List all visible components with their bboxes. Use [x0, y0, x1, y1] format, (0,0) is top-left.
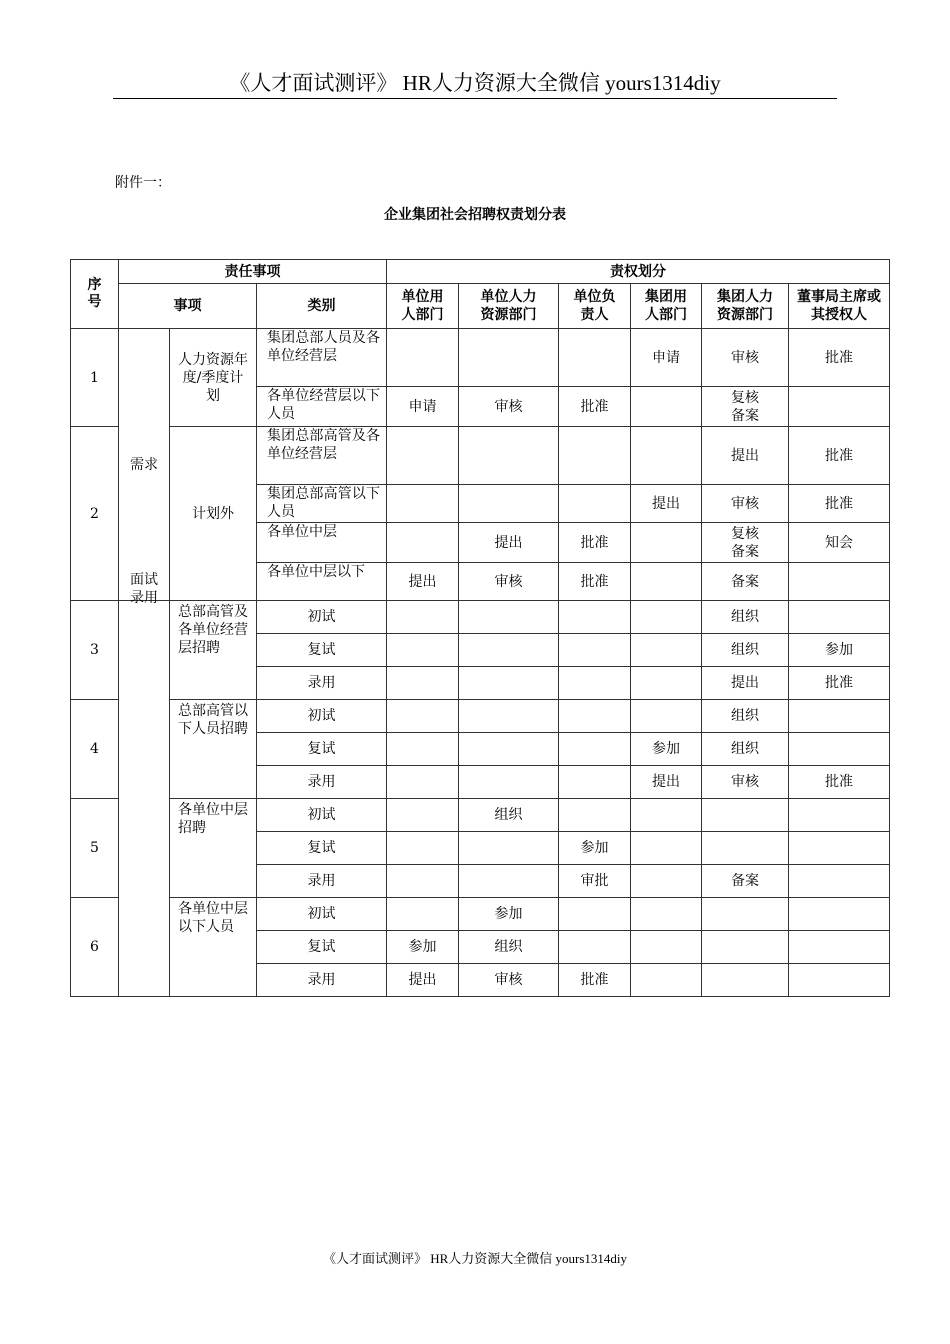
row-category — [257, 387, 387, 427]
cell-unit-hr — [459, 601, 559, 634]
cell-unit-hr: 组织 — [459, 931, 559, 964]
cell-group-dept — [631, 865, 702, 898]
cell-chairman: 批准 — [789, 427, 890, 485]
cell-unit-head: 审批 — [559, 865, 631, 898]
cell-chairman — [789, 832, 890, 865]
row-category: 复试 — [257, 931, 387, 964]
cell-group-hr: 审核 — [702, 329, 789, 387]
cell-unit-dept: 提出 — [387, 563, 459, 601]
item-label: 总部高管以下人员招聘 — [178, 703, 248, 737]
authority-table — [70, 259, 890, 997]
cell-unit-dept — [387, 766, 459, 799]
row-group — [119, 571, 170, 997]
cell-group-hr: 组织 — [702, 634, 789, 667]
row-item — [170, 898, 257, 997]
header-unit-head: 单位负责人 — [559, 284, 631, 329]
header-chairman: 董事局主席或其授权人 — [789, 284, 890, 329]
cell-unit-head — [559, 700, 631, 733]
cell-chairman: 参加 — [789, 634, 890, 667]
item-label: 总部高管及各单位经营层招聘 — [178, 604, 248, 656]
table-row — [71, 601, 890, 634]
row-seq: 1 — [71, 329, 119, 427]
row-item — [170, 700, 257, 799]
row-category: 录用 — [257, 667, 387, 700]
cell-unit-dept — [387, 799, 459, 832]
cell-unit-hr — [459, 634, 559, 667]
category-label: 集团总部高管及各单位经营层 — [267, 428, 380, 462]
header-item: 事项 — [119, 284, 257, 329]
cell-unit-dept — [387, 700, 459, 733]
item-label: 各单位中层招聘 — [178, 802, 248, 836]
header-unit-hr: 单位人力资源部门 — [459, 284, 559, 329]
row-category: 复试 — [257, 832, 387, 865]
table-row — [71, 700, 890, 733]
cell-group-dept: 提出 — [631, 485, 702, 523]
header-row-2 — [71, 284, 890, 329]
cell-group-dept — [631, 634, 702, 667]
row-category — [257, 485, 387, 523]
row-category: 初试 — [257, 700, 387, 733]
cell-group-hr: 审核 — [702, 766, 789, 799]
table-row — [71, 898, 890, 931]
cell-group-hr — [702, 523, 789, 563]
header-responsibility: 责任事项 — [119, 260, 387, 284]
cell-group-dept — [631, 964, 702, 997]
cell-unit-hr: 组织 — [459, 799, 559, 832]
header-row-1 — [71, 260, 890, 284]
row-seq: 4 — [71, 700, 119, 799]
cell-unit-head — [559, 427, 631, 485]
cell-unit-head: 批准 — [559, 523, 631, 563]
cell-group-dept: 申请 — [631, 329, 702, 387]
cell-unit-dept: 申请 — [387, 387, 459, 427]
header-authority: 责权划分 — [387, 260, 890, 284]
cell-unit-hr: 审核 — [459, 387, 559, 427]
cell-unit-hr — [459, 667, 559, 700]
cell-unit-head — [559, 601, 631, 634]
cell-unit-hr — [459, 832, 559, 865]
cell-chairman — [789, 799, 890, 832]
cell-group-hr-value: 复核备案 — [731, 389, 759, 424]
cell-group-hr: 组织 — [702, 733, 789, 766]
cell-unit-head — [559, 329, 631, 387]
cell-unit-dept — [387, 523, 459, 563]
row-category — [257, 427, 387, 485]
cell-unit-dept — [387, 865, 459, 898]
table-row — [71, 799, 890, 832]
row-category: 复试 — [257, 634, 387, 667]
group-label: 面试录用 — [130, 571, 158, 606]
category-label: 各单位中层以下 — [267, 564, 365, 580]
cell-group-hr: 提出 — [702, 427, 789, 485]
row-item — [170, 601, 257, 700]
category-label: 集团总部人员及各单位经营层 — [267, 330, 380, 364]
cell-group-hr: 提出 — [702, 667, 789, 700]
cell-chairman — [789, 700, 890, 733]
row-seq: 2 — [71, 427, 119, 601]
row-seq: 3 — [71, 601, 119, 700]
cell-unit-dept — [387, 427, 459, 485]
cell-group-hr — [702, 931, 789, 964]
item-label: 人力资源年度/季度计划 — [178, 351, 248, 404]
cell-chairman: 知会 — [789, 523, 890, 563]
group-label: 需求 — [130, 456, 158, 473]
cell-group-hr: 备案 — [702, 865, 789, 898]
cell-group-dept: 参加 — [631, 733, 702, 766]
cell-unit-hr — [459, 865, 559, 898]
table-row — [71, 329, 890, 387]
cell-unit-hr — [459, 485, 559, 523]
cell-group-dept — [631, 427, 702, 485]
cell-unit-hr — [459, 700, 559, 733]
page-header: 《人才面试测评》 HR人力资源大全微信 yours1314diy — [113, 68, 837, 99]
cell-chairman: 批准 — [789, 667, 890, 700]
cell-unit-head — [559, 634, 631, 667]
cell-group-hr — [702, 898, 789, 931]
row-item: 计划外 — [170, 427, 257, 601]
cell-chairman — [789, 898, 890, 931]
cell-unit-dept: 提出 — [387, 964, 459, 997]
cell-chairman: 批准 — [789, 329, 890, 387]
cell-group-dept — [631, 700, 702, 733]
row-category: 录用 — [257, 766, 387, 799]
cell-unit-hr: 审核 — [459, 563, 559, 601]
cell-chairman: 批准 — [789, 485, 890, 523]
row-category: 初试 — [257, 601, 387, 634]
cell-group-dept — [631, 931, 702, 964]
cell-unit-hr: 审核 — [459, 964, 559, 997]
cell-unit-head — [559, 766, 631, 799]
cell-chairman — [789, 931, 890, 964]
cell-group-dept: 提出 — [631, 766, 702, 799]
cell-unit-head: 批准 — [559, 964, 631, 997]
row-seq: 6 — [71, 898, 119, 997]
row-item — [170, 799, 257, 898]
cell-unit-head — [559, 733, 631, 766]
row-category — [257, 329, 387, 387]
cell-group-dept — [631, 387, 702, 427]
attachment-label: 附件一： — [115, 175, 171, 191]
cell-group-hr — [702, 964, 789, 997]
header-group-hr: 集团人力资源部门 — [702, 284, 789, 329]
cell-unit-hr: 参加 — [459, 898, 559, 931]
cell-chairman — [789, 387, 890, 427]
cell-unit-dept — [387, 898, 459, 931]
cell-unit-hr — [459, 329, 559, 387]
cell-group-hr-value: 复核备案 — [731, 525, 759, 560]
row-category — [257, 523, 387, 563]
cell-chairman — [789, 733, 890, 766]
cell-unit-dept: 参加 — [387, 931, 459, 964]
cell-group-dept — [631, 523, 702, 563]
header-group-dept: 集团用人部门 — [631, 284, 702, 329]
cell-group-hr: 组织 — [702, 700, 789, 733]
cell-group-dept — [631, 563, 702, 601]
cell-unit-dept — [387, 485, 459, 523]
cell-unit-hr: 提出 — [459, 523, 559, 563]
cell-chairman — [789, 601, 890, 634]
cell-group-hr: 审核 — [702, 485, 789, 523]
table-body — [71, 260, 890, 997]
cell-unit-hr — [459, 733, 559, 766]
cell-unit-dept — [387, 329, 459, 387]
row-group — [119, 329, 170, 601]
page-footer: 《人才面试测评》 HR人力资源大全微信 yours1314diy — [322, 1251, 628, 1266]
cell-unit-head: 参加 — [559, 832, 631, 865]
cell-unit-head — [559, 667, 631, 700]
row-item — [170, 329, 257, 427]
cell-group-hr — [702, 799, 789, 832]
cell-group-hr — [702, 832, 789, 865]
cell-group-hr — [702, 387, 789, 427]
category-label: 各单位中层 — [267, 524, 337, 540]
cell-unit-dept — [387, 832, 459, 865]
cell-group-hr: 组织 — [702, 601, 789, 634]
cell-unit-head — [559, 898, 631, 931]
cell-unit-head — [559, 485, 631, 523]
header-unit-dept: 单位用人部门 — [387, 284, 459, 329]
item-label: 各单位中层以下人员 — [178, 901, 248, 935]
cell-group-dept — [631, 832, 702, 865]
cell-unit-head: 批准 — [559, 387, 631, 427]
cell-unit-head — [559, 799, 631, 832]
category-label: 集团总部高管以下人员 — [267, 486, 380, 520]
cell-group-dept — [631, 667, 702, 700]
row-category: 初试 — [257, 799, 387, 832]
cell-unit-dept — [387, 733, 459, 766]
row-category: 初试 — [257, 898, 387, 931]
row-seq: 5 — [71, 799, 119, 898]
header-category: 类别 — [257, 284, 387, 329]
cell-group-dept — [631, 601, 702, 634]
document-title: 企业集团社会招聘权责划分表 — [384, 207, 566, 223]
row-category: 录用 — [257, 865, 387, 898]
table-row — [71, 427, 890, 485]
cell-chairman — [789, 865, 890, 898]
cell-unit-head — [559, 931, 631, 964]
cell-group-hr: 备案 — [702, 563, 789, 601]
cell-group-dept — [631, 799, 702, 832]
cell-chairman: 批准 — [789, 766, 890, 799]
row-category: 录用 — [257, 964, 387, 997]
cell-chairman — [789, 563, 890, 601]
cell-unit-dept — [387, 601, 459, 634]
cell-unit-hr — [459, 427, 559, 485]
cell-unit-dept — [387, 634, 459, 667]
category-label: 各单位经营层以下人员 — [267, 388, 380, 422]
cell-unit-hr — [459, 766, 559, 799]
cell-chairman — [789, 964, 890, 997]
row-category: 复试 — [257, 733, 387, 766]
header-seq: 序号 — [71, 260, 119, 329]
row-category — [257, 563, 387, 601]
cell-unit-dept — [387, 667, 459, 700]
cell-unit-head: 批准 — [559, 563, 631, 601]
cell-group-dept — [631, 898, 702, 931]
